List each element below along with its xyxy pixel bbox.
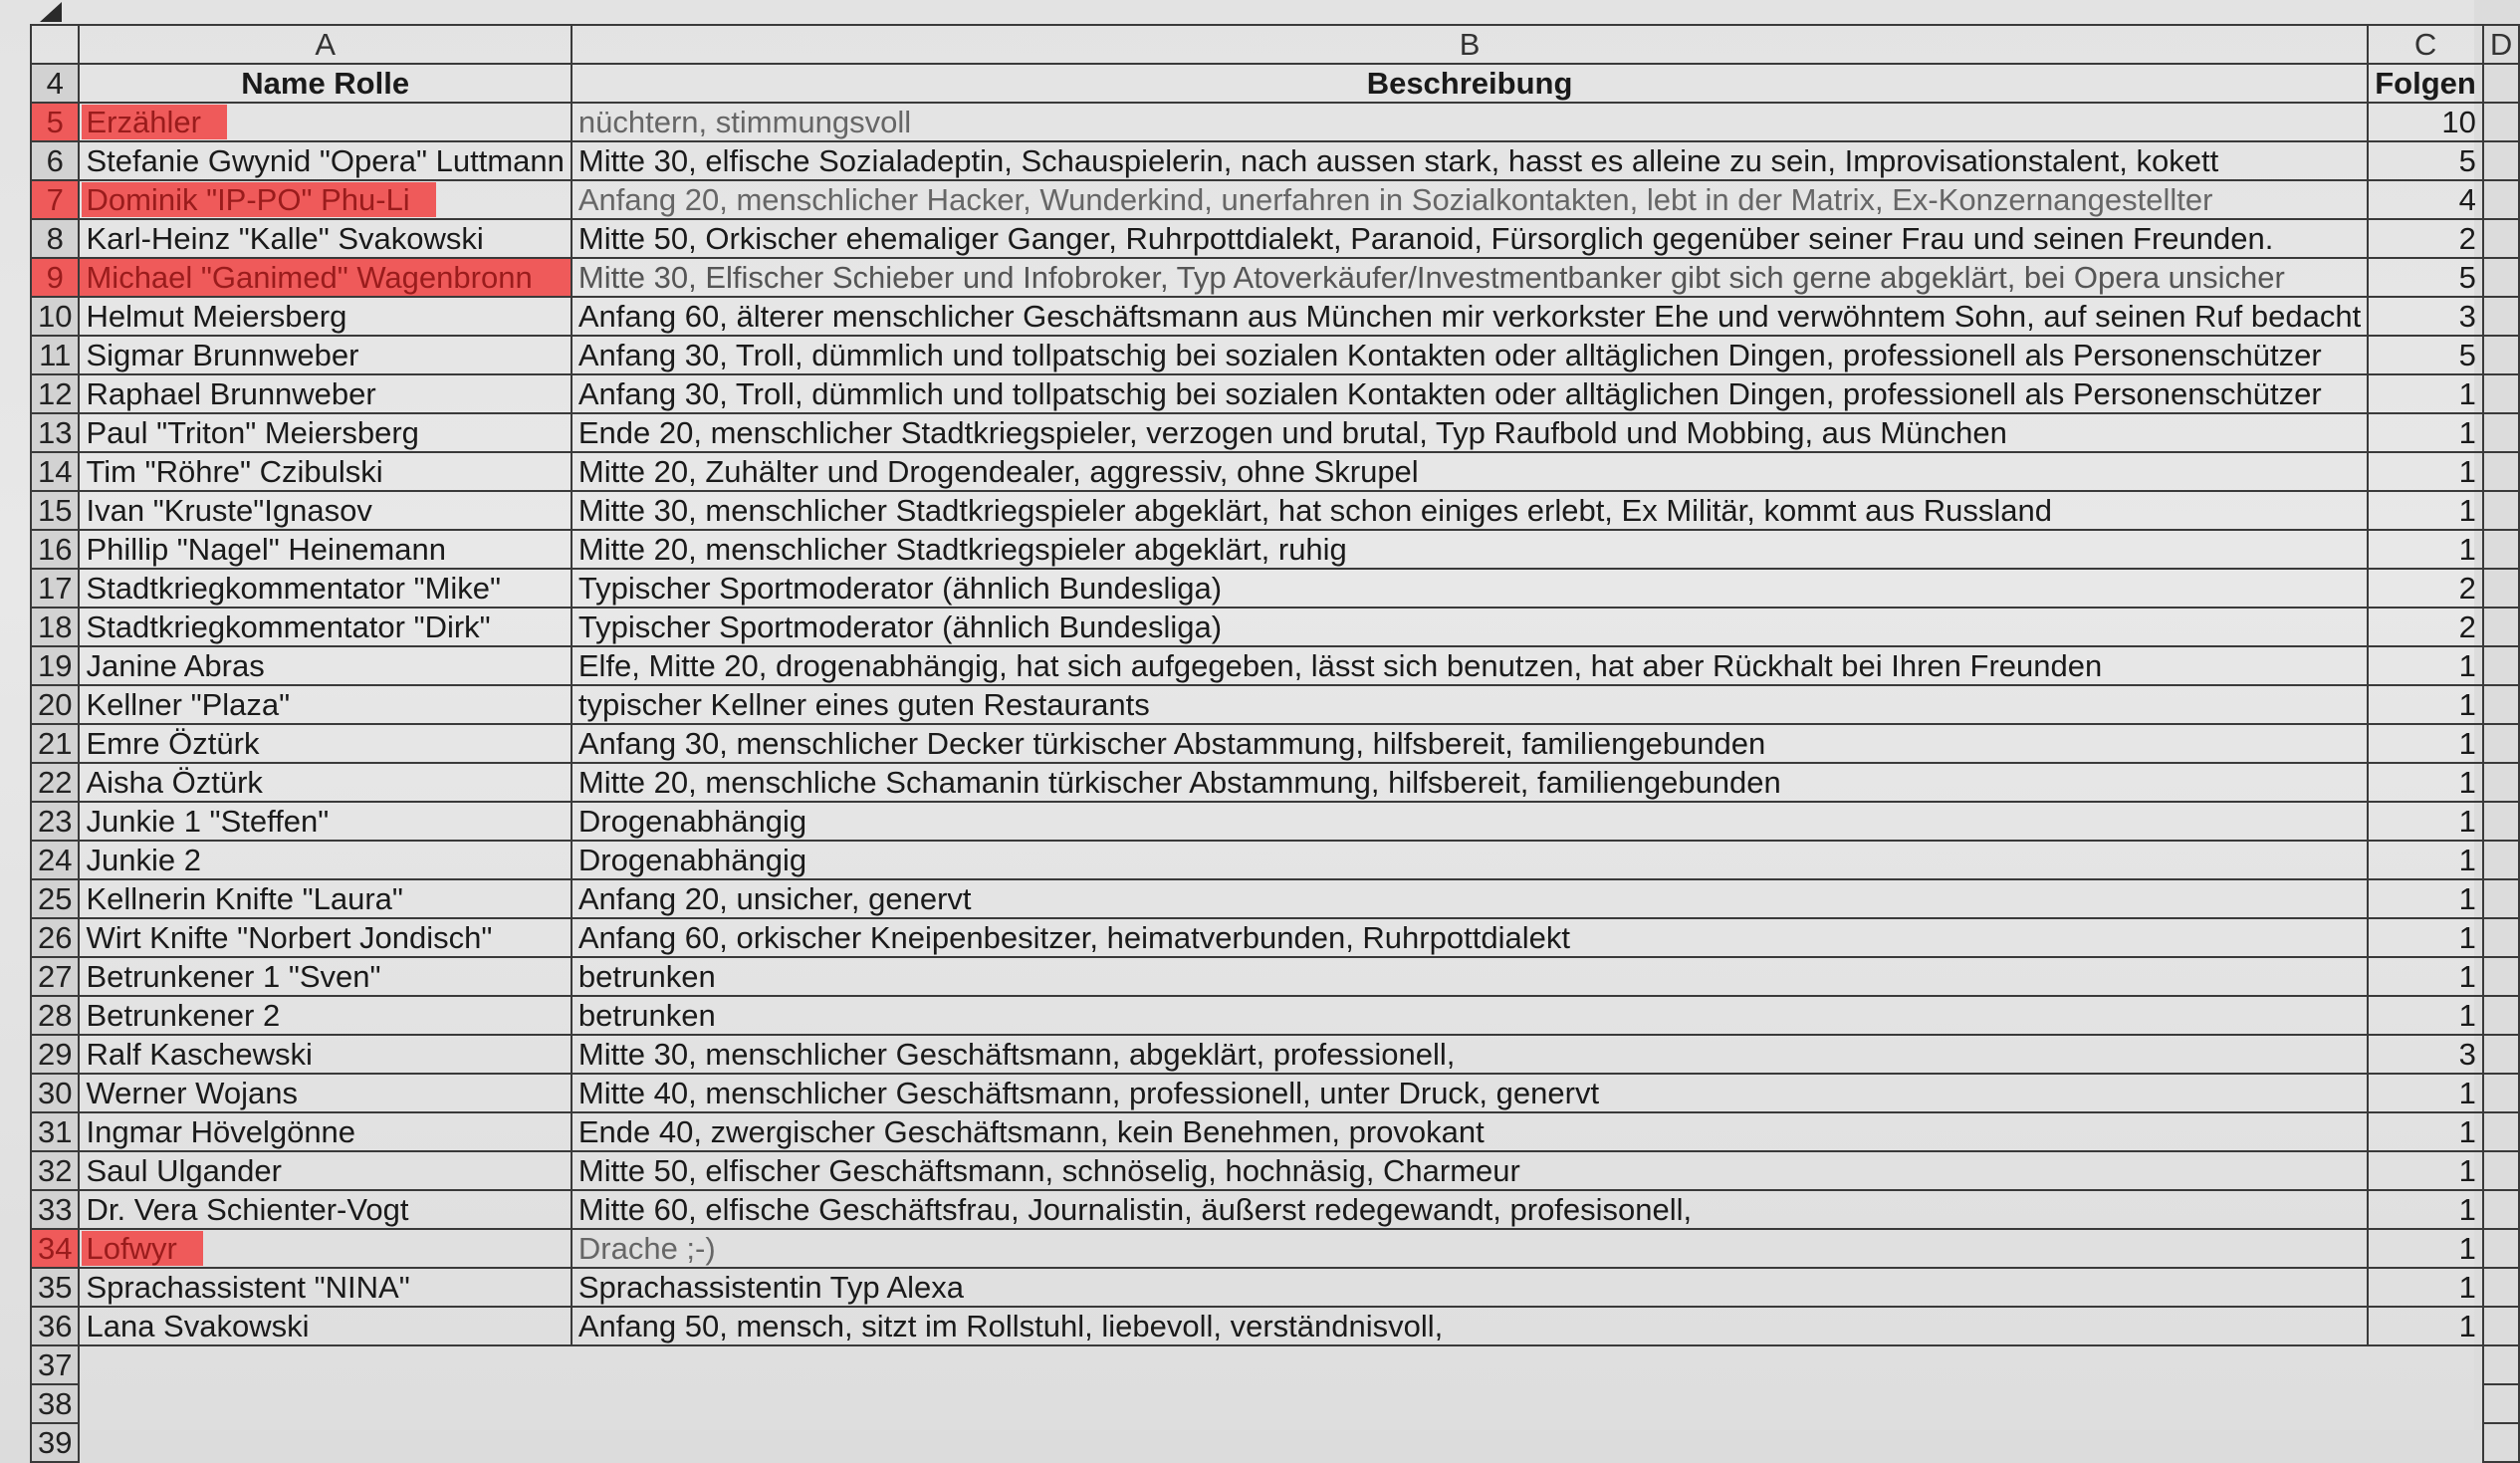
column-d-cell[interactable]: [2483, 180, 2519, 219]
name-cell[interactable]: Ralf Kaschewski: [79, 1035, 571, 1074]
row-number[interactable]: 8: [31, 219, 79, 258]
table-row: [31, 996, 2519, 1035]
episodes-cell[interactable]: 4: [2368, 180, 2483, 219]
row-number[interactable]: 26: [31, 918, 79, 957]
column-d-cell[interactable]: [2483, 1345, 2519, 1384]
episodes-cell[interactable]: 1: [2368, 879, 2483, 918]
table-row: [31, 1112, 2519, 1151]
description-cell[interactable]: Typischer Sportmoderator (ähnlich Bundesliga): [572, 608, 2368, 646]
row-number[interactable]: 31: [31, 1112, 79, 1151]
column-d-cell[interactable]: [2483, 141, 2519, 180]
name-cell[interactable]: Paul "Triton" Meiersberg: [79, 413, 571, 452]
column-d-cell[interactable]: [2483, 64, 2519, 103]
table-row: [31, 297, 2519, 336]
row-number[interactable]: 29: [31, 1035, 79, 1074]
table-row: [31, 569, 2519, 608]
description-cell[interactable]: [572, 1423, 2368, 1462]
column-d-cell[interactable]: [2483, 1190, 2519, 1229]
name-cell[interactable]: [79, 1229, 571, 1268]
table-row: [31, 103, 2519, 141]
episodes-cell[interactable]: 5: [2368, 336, 2483, 374]
empty-row: [31, 1384, 2519, 1423]
row-number[interactable]: 17: [31, 569, 79, 608]
row-number[interactable]: 35: [31, 1268, 79, 1307]
row-number[interactable]: 28: [31, 996, 79, 1035]
description-cell[interactable]: Mitte 50, Orkischer ehemaliger Ganger, Ruhrpottdialekt, Paranoid, Fürsorglich gegenüber seiner Frau und seinen Freunden.: [572, 219, 2368, 258]
column-d-cell[interactable]: [2483, 841, 2519, 879]
row-number[interactable]: 34: [31, 1229, 79, 1268]
empty-row: [31, 1345, 2519, 1384]
description-cell[interactable]: Anfang 30, Troll, dümmlich und tollpatschig bei sozialen Kontakten oder alltäglichen Dingen, professionell als Personenschützer: [572, 336, 2368, 374]
name-cell[interactable]: Raphael Brunnweber: [79, 374, 571, 413]
row-number[interactable]: 23: [31, 802, 79, 841]
description-cell[interactable]: Mitte 60, elfische Geschäftsfrau, Journalistin, äußerst redegewandt, profesisonell,: [572, 1190, 2368, 1229]
table-row: [31, 374, 2519, 413]
description-cell[interactable]: Anfang 30, Troll, dümmlich und tollpatschig bei sozialen Kontakten oder alltäglichen Dingen, professionell als Personenschützer: [572, 374, 2368, 413]
table-row: [31, 1307, 2519, 1345]
column-d-cell[interactable]: [2483, 530, 2519, 569]
episodes-cell[interactable]: 1: [2368, 841, 2483, 879]
description-cell[interactable]: Mitte 30, elfische Sozialadeptin, Schauspielerin, nach aussen stark, hasst es alleine zu sein, Improvisationstalent, kokett: [572, 141, 2368, 180]
table-row: [31, 841, 2519, 879]
name-cell[interactable]: Karl-Heinz "Kalle" Svakowski: [79, 219, 571, 258]
name-cell[interactable]: Junkie 1 "Steffen": [79, 802, 571, 841]
name-cell[interactable]: Tim "Röhre" Czibulski: [79, 452, 571, 491]
row-number[interactable]: 32: [31, 1151, 79, 1190]
episodes-cell[interactable]: 3: [2368, 1035, 2483, 1074]
name-cell[interactable]: Stadtkriegkommentator "Dirk": [79, 608, 571, 646]
name-cell[interactable]: Aisha Öztürk: [79, 763, 571, 802]
table-row: [31, 413, 2519, 452]
episodes-cell[interactable]: 5: [2368, 141, 2483, 180]
table-row: [31, 1151, 2519, 1190]
description-cell[interactable]: Typischer Sportmoderator (ähnlich Bundesliga): [572, 569, 2368, 608]
episodes-cell[interactable]: [2368, 1384, 2483, 1423]
column-d-cell[interactable]: [2483, 297, 2519, 336]
name-cell[interactable]: Saul Ulgander: [79, 1151, 571, 1190]
episodes-cell[interactable]: 1: [2368, 918, 2483, 957]
description-cell[interactable]: Mitte 30, menschlicher Geschäftsmann, abgeklärt, professionell,: [572, 1035, 2368, 1074]
column-header-d[interactable]: D: [2483, 25, 2519, 64]
episodes-cell[interactable]: 2: [2368, 219, 2483, 258]
table-row: [31, 802, 2519, 841]
column-d-cell[interactable]: [2483, 219, 2519, 258]
name-cell[interactable]: Sprachassistent "NINA": [79, 1268, 571, 1307]
name-cell[interactable]: Dr. Vera Schienter-Vogt: [79, 1190, 571, 1229]
name-cell[interactable]: Wirt Knifte "Norbert Jondisch": [79, 918, 571, 957]
row-number[interactable]: 7: [31, 180, 79, 219]
row-number[interactable]: 25: [31, 879, 79, 918]
description-cell[interactable]: Drache ;-): [572, 1229, 2368, 1268]
column-d-cell[interactable]: [2483, 763, 2519, 802]
description-cell[interactable]: nüchtern, stimmungsvoll: [572, 103, 2368, 141]
row-number[interactable]: 14: [31, 452, 79, 491]
episodes-cell[interactable]: [2368, 1423, 2483, 1462]
table-row: [31, 879, 2519, 918]
episodes-cell[interactable]: 5: [2368, 258, 2483, 297]
column-d-cell[interactable]: [2483, 724, 2519, 763]
row-number[interactable]: 12: [31, 374, 79, 413]
column-d-cell[interactable]: [2483, 336, 2519, 374]
description-cell[interactable]: Mitte 50, elfischer Geschäftsmann, schnöselig, hochnäsig, Charmeur: [572, 1151, 2368, 1190]
name-cell[interactable]: Stefanie Gwynid "Opera" Luttmann: [79, 141, 571, 180]
table-row: [31, 1268, 2519, 1307]
table-row: [31, 957, 2519, 996]
table-row: [31, 530, 2519, 569]
description-cell[interactable]: Anfang 20, unsicher, genervt: [572, 879, 2368, 918]
cell-grid: [30, 24, 2520, 1463]
column-d-cell[interactable]: [2483, 957, 2519, 996]
name-cell[interactable]: [79, 1384, 571, 1423]
description-cell[interactable]: betrunken: [572, 957, 2368, 996]
episodes-cell[interactable]: [2368, 1345, 2483, 1384]
row-number[interactable]: 10: [31, 297, 79, 336]
column-header-rownum[interactable]: [31, 25, 79, 64]
row-number[interactable]: 38: [31, 1384, 79, 1423]
table-row: [31, 258, 2519, 297]
table-row: [31, 685, 2519, 724]
episodes-cell[interactable]: 1: [2368, 996, 2483, 1035]
description-cell[interactable]: Mitte 30, menschlicher Stadtkriegspieler abgeklärt, hat schon einiges erlebt, Ex Militär, kommt aus Russland: [572, 491, 2368, 530]
column-d-cell[interactable]: [2483, 1384, 2519, 1423]
column-d-cell[interactable]: [2483, 1307, 2519, 1345]
column-d-cell[interactable]: [2483, 608, 2519, 646]
name-cell[interactable]: Ingmar Hövelgönne: [79, 1112, 571, 1151]
episodes-cell[interactable]: 1: [2368, 724, 2483, 763]
row-number[interactable]: 24: [31, 841, 79, 879]
row-number[interactable]: 13: [31, 413, 79, 452]
table-row: [31, 141, 2519, 180]
column-header-a[interactable]: A: [79, 25, 571, 64]
name-cell[interactable]: Ivan "Kruste"Ignasov: [79, 491, 571, 530]
description-cell[interactable]: Sprachassistentin Typ Alexa: [572, 1268, 2368, 1307]
episodes-cell[interactable]: 1: [2368, 413, 2483, 452]
episodes-cell[interactable]: 1: [2368, 1229, 2483, 1268]
row-number[interactable]: 30: [31, 1074, 79, 1112]
description-cell[interactable]: [572, 1345, 2368, 1384]
select-all-corner[interactable]: [40, 2, 62, 22]
description-cell[interactable]: Mitte 20, menschlicher Stadtkriegspieler abgeklärt, ruhig: [572, 530, 2368, 569]
column-d-cell[interactable]: [2483, 1151, 2519, 1190]
column-d-cell[interactable]: [2483, 1229, 2519, 1268]
description-cell[interactable]: Ende 40, zwergischer Geschäftsmann, kein Benehmen, provokant: [572, 1112, 2368, 1151]
table-row: [31, 1074, 2519, 1112]
header-row: [31, 64, 2519, 103]
description-cell[interactable]: typischer Kellner eines guten Restaurants: [572, 685, 2368, 724]
row-number[interactable]: 20: [31, 685, 79, 724]
header-episodes-cell[interactable]: Folgen: [2368, 64, 2483, 103]
name-cell[interactable]: Betrunkener 1 "Sven": [79, 957, 571, 996]
row-number[interactable]: 15: [31, 491, 79, 530]
row-number[interactable]: 36: [31, 1307, 79, 1345]
description-cell[interactable]: Mitte 20, menschliche Schamanin türkischer Abstammung, hilfsbereit, familiengebunden: [572, 763, 2368, 802]
table-row: [31, 452, 2519, 491]
episodes-cell[interactable]: 1: [2368, 685, 2483, 724]
column-d-cell[interactable]: [2483, 413, 2519, 452]
episodes-cell[interactable]: 1: [2368, 1112, 2483, 1151]
episodes-cell[interactable]: 1: [2368, 802, 2483, 841]
column-header-row: [31, 25, 2519, 64]
column-d-cell[interactable]: [2483, 569, 2519, 608]
description-cell[interactable]: Elfe, Mitte 20, drogenabhängig, hat sich aufgegeben, lässt sich benutzen, hat aber Rückhalt bei Ihren Freunden: [572, 646, 2368, 685]
column-d-cell[interactable]: [2483, 1423, 2519, 1462]
column-header-c[interactable]: C: [2368, 25, 2483, 64]
table-row: [31, 336, 2519, 374]
episodes-cell[interactable]: 1: [2368, 1268, 2483, 1307]
empty-row: [31, 1423, 2519, 1462]
name-cell[interactable]: Janine Abras: [79, 646, 571, 685]
episodes-cell[interactable]: 1: [2368, 374, 2483, 413]
column-d-cell[interactable]: [2483, 491, 2519, 530]
column-d-cell[interactable]: [2483, 103, 2519, 141]
table-row: [31, 1190, 2519, 1229]
column-d-cell[interactable]: [2483, 802, 2519, 841]
row-number[interactable]: 21: [31, 724, 79, 763]
column-d-cell[interactable]: [2483, 1074, 2519, 1112]
table-row: [31, 1229, 2519, 1268]
column-d-cell[interactable]: [2483, 685, 2519, 724]
header-name-cell[interactable]: Name Rolle: [79, 64, 571, 103]
episodes-cell[interactable]: 1: [2368, 530, 2483, 569]
name-cell[interactable]: Kellner "Plaza": [79, 685, 571, 724]
description-cell[interactable]: Mitte 30, Elfischer Schieber und Infobroker, Typ Atoverkäufer/Investmentbanker gibt sich gerne abgeklärt, bei Opera unsicher: [572, 258, 2368, 297]
table-row: [31, 646, 2519, 685]
row-number[interactable]: 27: [31, 957, 79, 996]
table-row: [31, 608, 2519, 646]
column-d-cell[interactable]: [2483, 1268, 2519, 1307]
header-description-cell[interactable]: Beschreibung: [572, 64, 2368, 103]
column-d-cell[interactable]: [2483, 996, 2519, 1035]
row-number[interactable]: 33: [31, 1190, 79, 1229]
name-cell[interactable]: Phillip "Nagel" Heinemann: [79, 530, 571, 569]
row-number[interactable]: 18: [31, 608, 79, 646]
episodes-cell[interactable]: 3: [2368, 297, 2483, 336]
description-cell[interactable]: Anfang 30, menschlicher Decker türkischer Abstammung, hilfsbereit, familiengebunden: [572, 724, 2368, 763]
episodes-cell[interactable]: 1: [2368, 957, 2483, 996]
description-cell[interactable]: Anfang 20, menschlicher Hacker, Wunderkind, unerfahren in Sozialkontakten, lebt in der Matrix, Ex-Konzernangestellter: [572, 180, 2368, 219]
episodes-cell[interactable]: 2: [2368, 608, 2483, 646]
highlight-mark: Lofwyr: [82, 1231, 202, 1266]
name-cell[interactable]: Sigmar Brunnweber: [79, 336, 571, 374]
column-d-cell[interactable]: [2483, 374, 2519, 413]
name-cell[interactable]: Werner Wojans: [79, 1074, 571, 1112]
description-cell[interactable]: Anfang 50, mensch, sitzt im Rollstuhl, liebevoll, verständnisvoll,: [572, 1307, 2368, 1345]
episodes-cell[interactable]: 1: [2368, 1190, 2483, 1229]
column-d-cell[interactable]: [2483, 646, 2519, 685]
description-cell[interactable]: Anfang 60, orkischer Kneipenbesitzer, heimatverbunden, Ruhrpottdialekt: [572, 918, 2368, 957]
episodes-cell[interactable]: 10: [2368, 103, 2483, 141]
name-cell[interactable]: Emre Öztürk: [79, 724, 571, 763]
column-d-cell[interactable]: [2483, 452, 2519, 491]
table-row: [31, 180, 2519, 219]
column-header-b[interactable]: B: [572, 25, 2368, 64]
row-number[interactable]: 6: [31, 141, 79, 180]
episodes-cell[interactable]: 1: [2368, 452, 2483, 491]
name-cell[interactable]: [79, 103, 571, 141]
name-cell[interactable]: [79, 1423, 571, 1462]
column-d-cell[interactable]: [2483, 1112, 2519, 1151]
column-d-cell[interactable]: [2483, 879, 2519, 918]
table-row: [31, 918, 2519, 957]
row-number[interactable]: 22: [31, 763, 79, 802]
row-number[interactable]: 5: [31, 103, 79, 141]
name-cell[interactable]: [79, 180, 571, 219]
episodes-cell[interactable]: 2: [2368, 569, 2483, 608]
row-number[interactable]: 16: [31, 530, 79, 569]
column-d-cell[interactable]: [2483, 1035, 2519, 1074]
description-cell[interactable]: Mitte 40, menschlicher Geschäftsmann, professionell, unter Druck, genervt: [572, 1074, 2368, 1112]
episodes-cell[interactable]: 1: [2368, 763, 2483, 802]
episodes-cell[interactable]: 1: [2368, 491, 2483, 530]
row-number[interactable]: 19: [31, 646, 79, 685]
description-cell[interactable]: Drogenabhängig: [572, 841, 2368, 879]
row-number[interactable]: 39: [31, 1423, 79, 1462]
episodes-cell[interactable]: 1: [2368, 646, 2483, 685]
name-cell[interactable]: Michael "Ganimed" Wagenbronn: [79, 258, 571, 297]
column-d-cell[interactable]: [2483, 258, 2519, 297]
description-cell[interactable]: Anfang 60, älterer menschlicher Geschäftsmann aus München mir verkorkster Ehe und verwöhntem Sohn, auf seinen Ruf bedacht: [572, 297, 2368, 336]
table-row: [31, 219, 2519, 258]
episodes-cell[interactable]: 1: [2368, 1307, 2483, 1345]
description-cell[interactable]: betrunken: [572, 996, 2368, 1035]
description-cell[interactable]: Drogenabhängig: [572, 802, 2368, 841]
name-cell[interactable]: Kellnerin Knifte "Laura": [79, 879, 571, 918]
row-number[interactable]: 11: [31, 336, 79, 374]
table-row: [31, 763, 2519, 802]
table-row: [31, 491, 2519, 530]
row-number[interactable]: 37: [31, 1345, 79, 1384]
name-cell[interactable]: Stadtkriegkommentator "Mike": [79, 569, 571, 608]
name-cell[interactable]: [79, 1345, 571, 1384]
highlight-mark: Erzähler: [82, 105, 226, 139]
highlight-mark: Dominik "IP-PO" Phu-Li: [82, 182, 435, 217]
table-row: [31, 724, 2519, 763]
episodes-cell[interactable]: 1: [2368, 1151, 2483, 1190]
name-cell[interactable]: Helmut Meiersberg: [79, 297, 571, 336]
table-row: [31, 1035, 2519, 1074]
row-number[interactable]: 4: [31, 64, 79, 103]
name-cell[interactable]: Betrunkener 2: [79, 996, 571, 1035]
column-d-cell[interactable]: [2483, 918, 2519, 957]
name-cell[interactable]: Junkie 2: [79, 841, 571, 879]
description-cell[interactable]: [572, 1384, 2368, 1423]
description-cell[interactable]: Ende 20, menschlicher Stadtkriegspieler, verzogen und brutal, Typ Raufbold und Mobbing, aus München: [572, 413, 2368, 452]
episodes-cell[interactable]: 1: [2368, 1074, 2483, 1112]
name-cell[interactable]: Lana Svakowski: [79, 1307, 571, 1345]
row-number[interactable]: 9: [31, 258, 79, 297]
description-cell[interactable]: Mitte 20, Zuhälter und Drogendealer, aggressiv, ohne Skrupel: [572, 452, 2368, 491]
